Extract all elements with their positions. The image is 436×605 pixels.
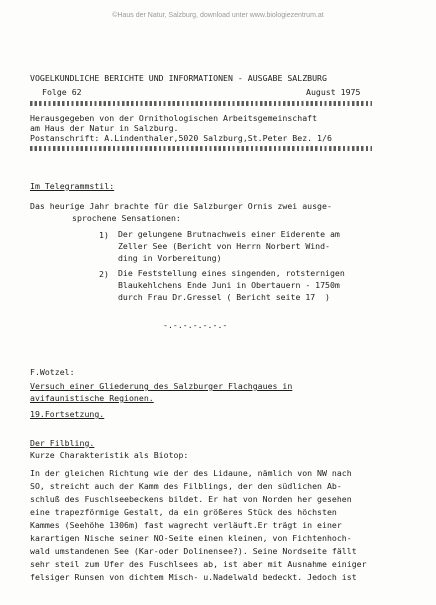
watermark: ©Haus der Natur, Salzburg, download unter www.biologiezentrum.at bbox=[112, 12, 324, 19]
item-1-line-2: Zeller See (Bericht von Herrn Norbert Wind- bbox=[118, 241, 330, 251]
section-heading-telegram: Im Telegrammstil: bbox=[30, 181, 115, 191]
newsletter-title: VOGELKUNDLICHE BERICHTE UND INFORMATIONEN - AUSGABE SALZBURG bbox=[30, 73, 327, 83]
article-title-line-2: avifaunistische Regionen. bbox=[30, 393, 154, 403]
intro-line-2: sprochene Sensationen: bbox=[72, 213, 181, 223]
body-line: In der gleichen Richtung wie der des Lidaune, nämlich von NW nach bbox=[30, 468, 352, 478]
section-separator: -.-.-.-.-.-.- bbox=[163, 320, 228, 330]
publisher-line-1: Herausgegeben von der Ornithologischen Arbeitsgemeinschaft bbox=[30, 113, 318, 123]
body-line: karartigen Nische seiner NO-Seite einen kleinen, von Fichtenhoch- bbox=[30, 533, 352, 543]
item-2-line-1: Die Feststellung eines singenden, rotsternigen bbox=[118, 268, 345, 278]
body-line: eine trapezförmige Gestalt, da ein größeres Stück des höchsten bbox=[30, 507, 337, 517]
article-author: F.Wotzel: bbox=[30, 367, 75, 377]
item-1-line-3: ding in Vorbereitung) bbox=[118, 253, 222, 263]
body-line: schluß des Fuschlseebeckens bildet. Er hat von Norden her gesehen bbox=[30, 494, 352, 504]
body-line: sehr steil zum Ufer des Fuschlsees ab, ist aber mit Ausnahme einiger bbox=[30, 559, 367, 569]
body-line: felsiger Runsen von dichtem Misch- u.Nadelwald bedeckt. Jedoch ist bbox=[30, 572, 357, 582]
item-number-2: 2) bbox=[99, 269, 109, 279]
divider-rule bbox=[30, 101, 372, 106]
section-heading-filbling: Der Filbling. bbox=[30, 438, 95, 448]
article-title-line-1: Versuch einer Gliederung des Salzburger Flachgaues in bbox=[30, 381, 293, 391]
item-1-line-1: Der gelungene Brutnachweis einer Eiderente am bbox=[118, 229, 340, 239]
publisher-line-2: am Haus der Natur in Salzburg. bbox=[30, 123, 179, 133]
issue-date: August 1975 bbox=[306, 87, 361, 97]
intro-line-1: Das heurige Jahr brachte für die Salzburger Ornis zwei ausge- bbox=[30, 201, 332, 211]
item-2-line-3: durch Frau Dr.Gressel ( Bericht seite 17 ) bbox=[118, 292, 330, 302]
body-line: wald umstandenen See (Kar-oder Dolinensee?). Seine Nordseite fällt bbox=[30, 546, 357, 556]
issue-number: Folge 62 bbox=[42, 87, 82, 97]
postal-address: Postanschrift: A.Lindenthaler,5020 Salzburg,St.Peter Bez. 1/6 bbox=[30, 133, 332, 143]
article-part: 19.Fortsetzung. bbox=[30, 409, 105, 419]
item-2-line-2: Blaukehlchens Ende Juni in Obertauern - 1750m bbox=[118, 280, 340, 290]
section-subtitle: Kurze Charakteristik als Biotop: bbox=[30, 450, 189, 460]
divider-rule bbox=[30, 146, 372, 151]
item-number-1: 1) bbox=[99, 230, 109, 240]
body-line: SO, streicht auch der Kamm des Filblings, der den südlichen Ab- bbox=[30, 481, 342, 491]
body-line: Kammes (Seehöhe 1306m) fast wagrecht verläuft.Er trägt in einer bbox=[30, 520, 342, 530]
